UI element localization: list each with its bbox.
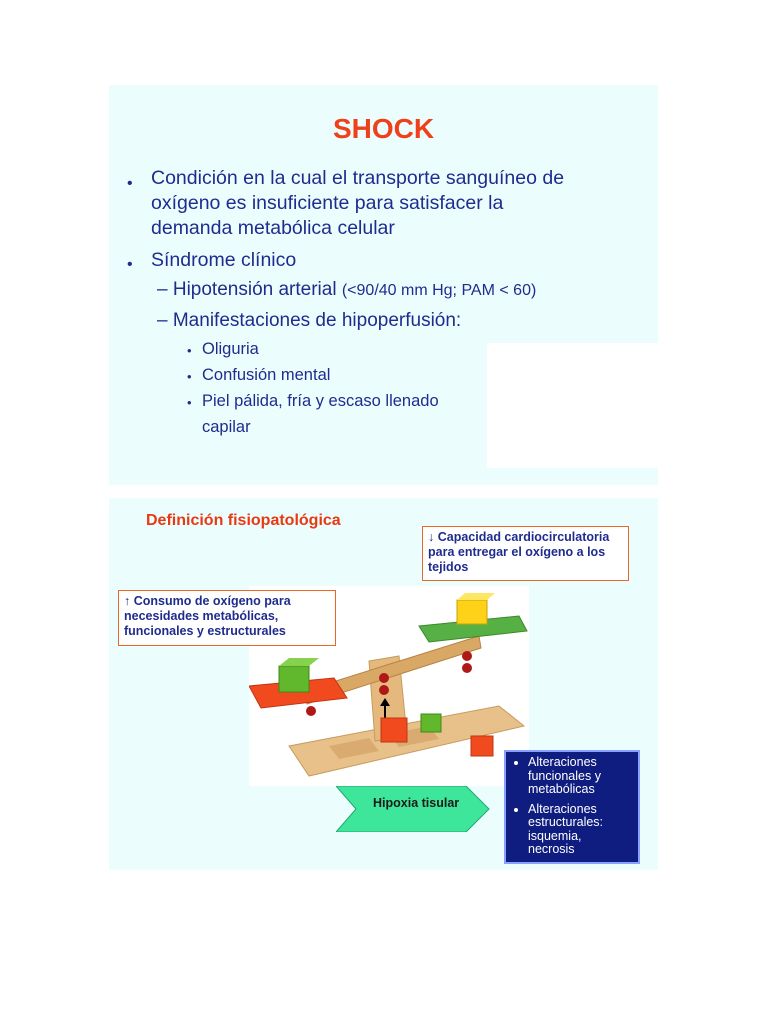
peg: [379, 685, 389, 695]
sub-item-oliguria: Oliguria: [202, 340, 259, 358]
hypotension-detail: (<90/40 mm Hg; PAM < 60): [341, 282, 537, 299]
red-block: [381, 718, 407, 742]
sub-item-skin: Piel pálida, fría y escaso llenado: [202, 392, 439, 410]
sub-bullet-dot: •: [187, 395, 192, 410]
green-block: [421, 714, 441, 732]
peg: [379, 673, 389, 683]
alterations-box: [504, 750, 640, 864]
sub-bullet-dot: •: [187, 343, 192, 358]
bullet-dot: •: [127, 256, 133, 273]
bullet-clinical-syndrome: Síndrome clínico: [151, 249, 297, 271]
oxygen-consumption-box: ↑ Consumo de oxígeno para necesidades metabólicas, funcionales y estructurales: [118, 590, 336, 646]
dash-hypotension: – Hipotensión arterial (<90/40 mm Hg; PAM < 60): [157, 279, 537, 300]
slide-pathophysiology: [109, 498, 658, 870]
alteration-functional: • Alteraciones funcionales y metabólicas: [528, 756, 632, 797]
dash-hypoperfusion: – Manifestaciones de hipoperfusión:: [157, 310, 462, 331]
sub-item-confusion: Confusión mental: [202, 366, 331, 384]
green-cube: [279, 666, 309, 692]
up-arrow-icon: ↑: [124, 594, 131, 608]
definition-line-3: demanda metabólica celular: [151, 217, 395, 239]
peg: [462, 651, 472, 661]
sub-item-skin-cont: capilar: [202, 418, 251, 436]
slide-title: Definición fisiopatológica: [146, 512, 341, 529]
sub-bullet-dot: •: [187, 369, 192, 384]
hypoxia-label: Hipoxia tisular: [373, 796, 460, 810]
red-block-small: [471, 736, 493, 756]
peg: [306, 706, 316, 716]
cardiocirculatory-capacity-box: ↓ Capacidad cardiocirculatoria para entregar el oxígeno a los tejidos: [422, 526, 629, 581]
alteration-structural: • Alteraciones estructurales: isquemia, necrosis: [528, 803, 632, 857]
peg: [462, 663, 472, 673]
definition-line-1: Condición en la cual el transporte sanguíneo de: [151, 167, 565, 189]
down-arrow-icon: ↓: [428, 530, 435, 544]
slide-title: SHOCK: [332, 113, 435, 144]
hypoperfusion-label: Manifestaciones de hipoperfusión:: [172, 310, 462, 331]
blank-area: [487, 343, 658, 468]
hypotension-label: Hipotensión arterial: [172, 279, 337, 300]
bullet-dot: •: [127, 175, 133, 192]
definition-line-2: oxígeno es insuficiente para satisfacer la: [151, 192, 504, 214]
yellow-cube: [457, 600, 487, 624]
slide-shock: [109, 85, 658, 485]
bullet-definition: [151, 166, 651, 241]
